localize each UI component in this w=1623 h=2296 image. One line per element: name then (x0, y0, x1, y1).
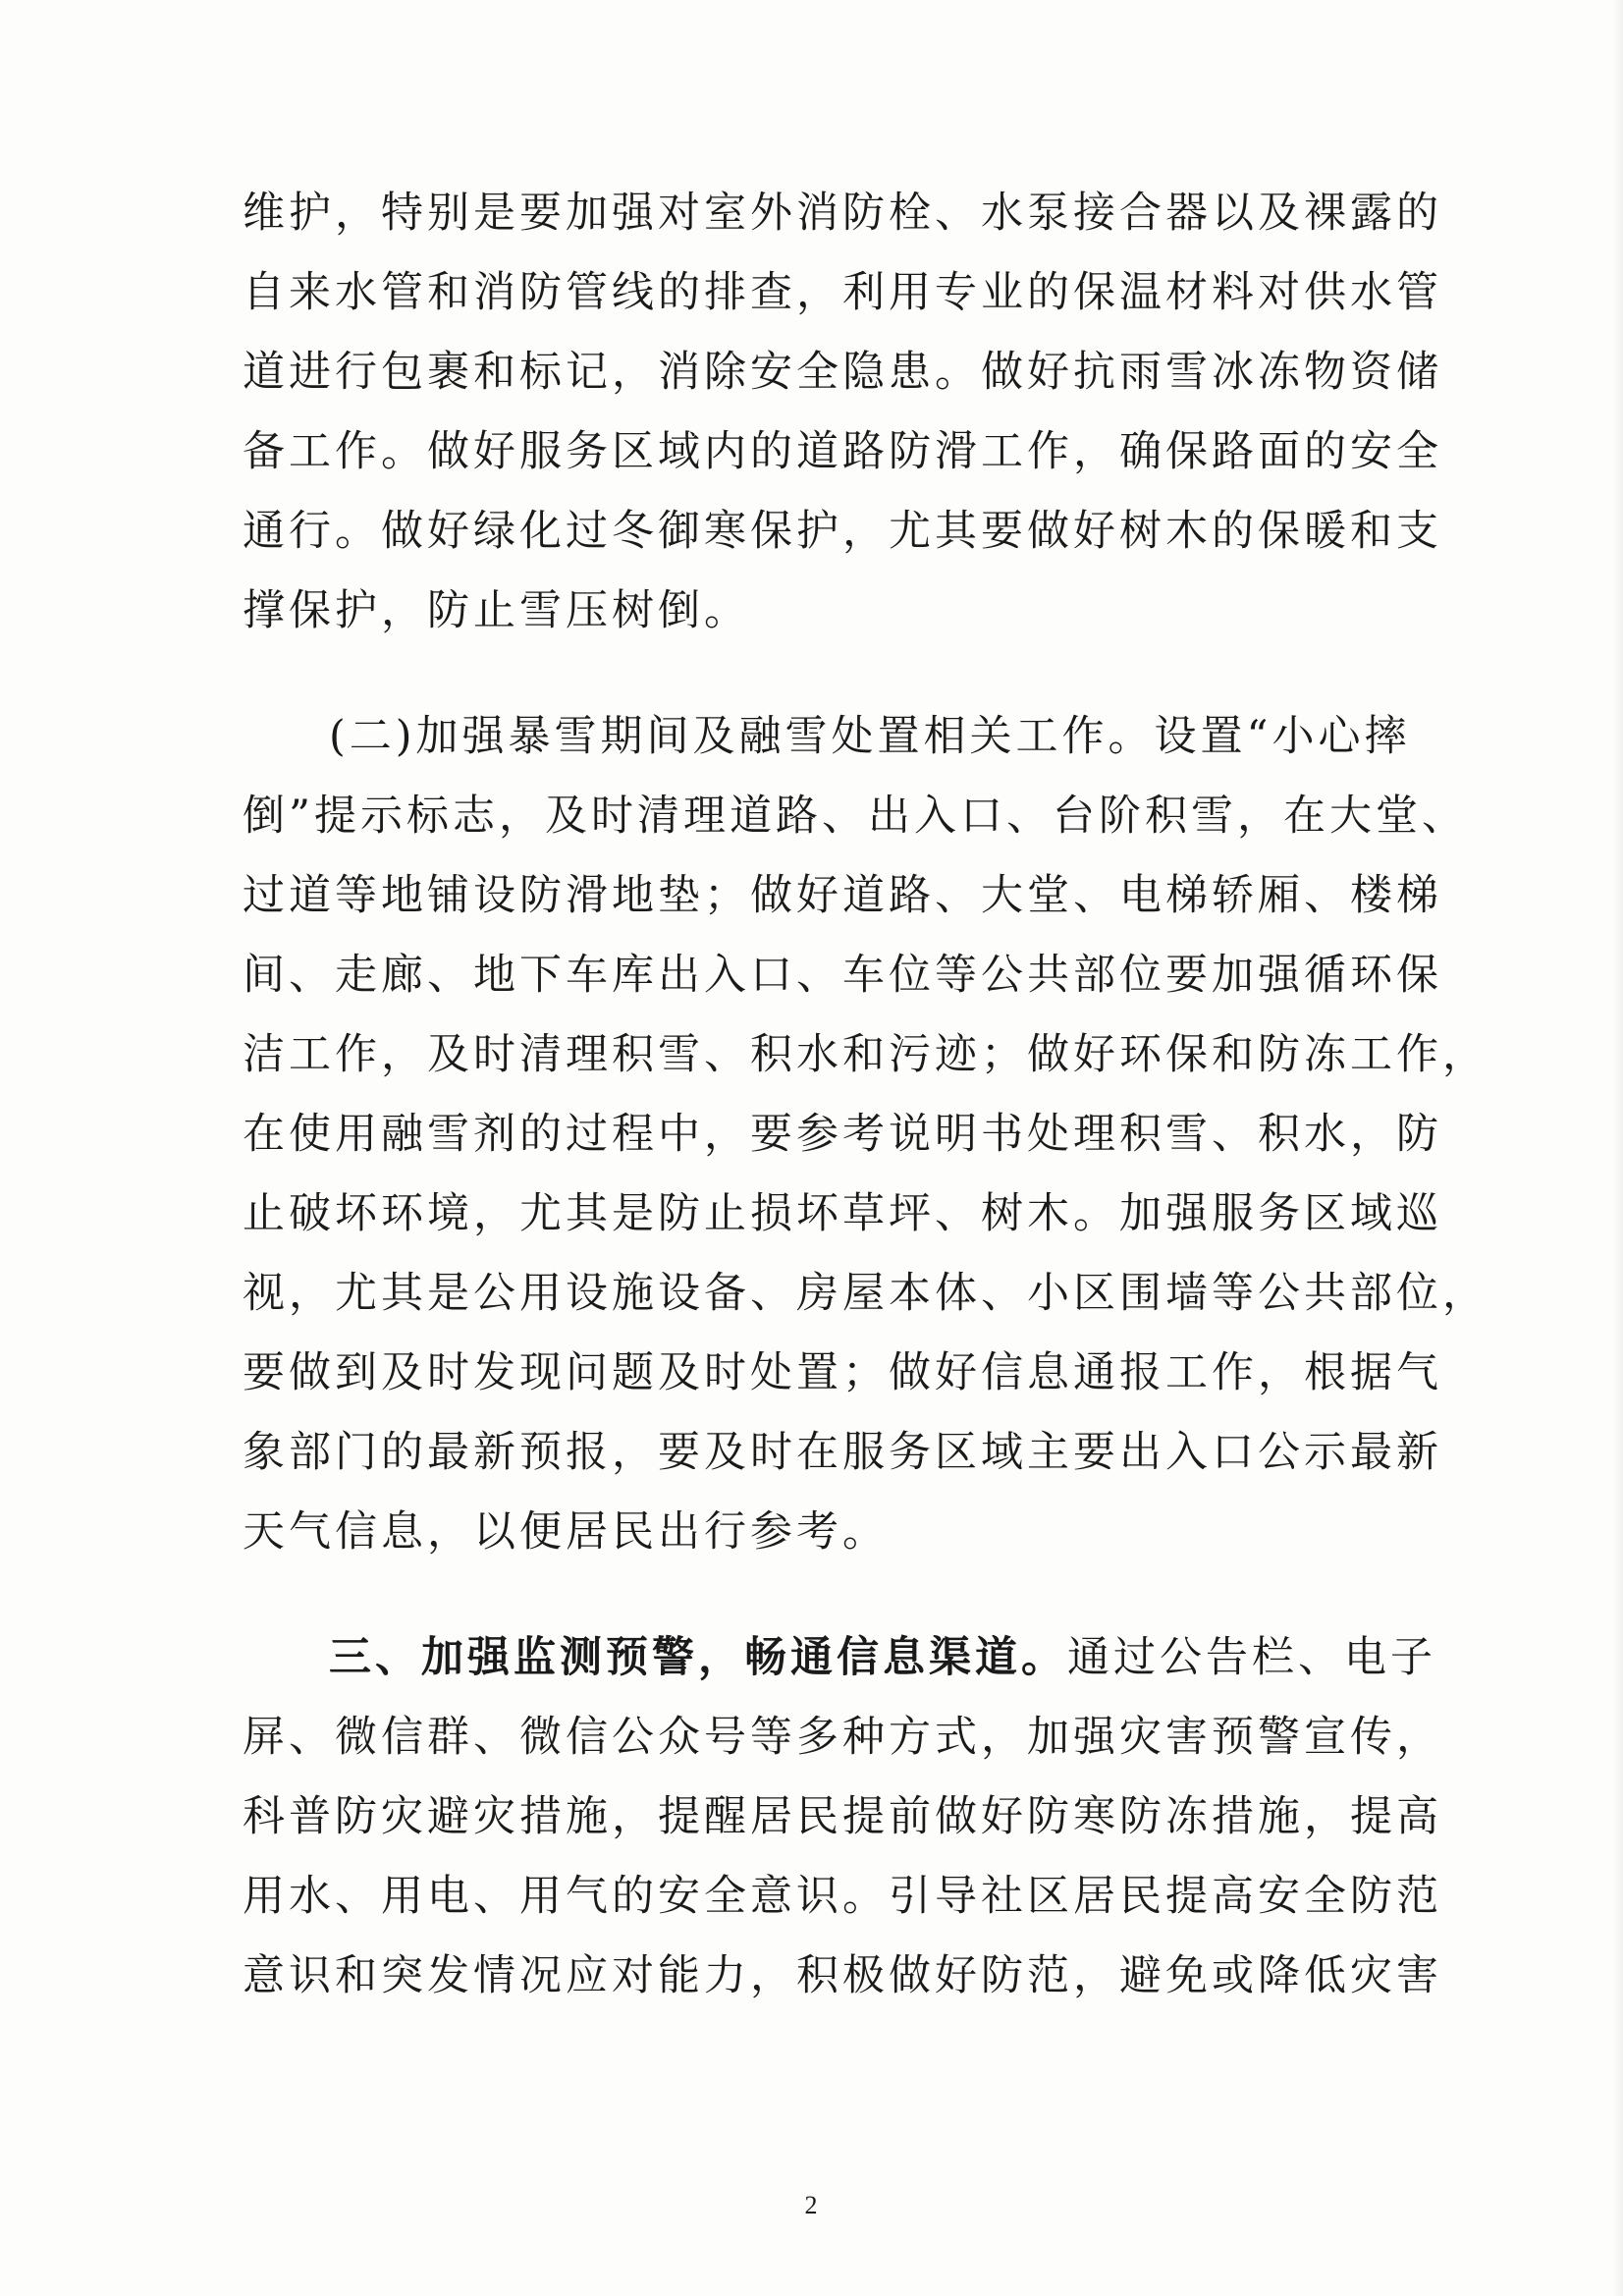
body-line: 科普防灾避灾措施，提醒居民提前做好防寒防冻措施，提高 (243, 1792, 1442, 1841)
body-line: 视，尤其是公用设施设备、房屋本体、小区围墙等公共部位， (243, 1269, 1488, 1318)
body-line: 间、走廊、地下车库出入口、车位等公共部位要加强循环保 (243, 951, 1442, 1000)
section-three-heading: 三、加强监测预警，畅通信息渠道。 (329, 1633, 1067, 1682)
body-line: 自来水管和消防管线的排查，利用专业的保温材料对供水管 (243, 268, 1442, 317)
body-line: 在使用融雪剂的过程中，要参考说明书处理积雪、积水，防 (243, 1110, 1442, 1159)
body-line: 屏、微信群、微信公众号等多种方式，加强灾害预警宣传， (243, 1713, 1442, 1762)
body-line: 维护，特别是要加强对室外消防栓、水泵接合器以及裸露的 (243, 189, 1442, 238)
body-line: 天气信息，以便居民出行参考。 (243, 1507, 889, 1557)
body-line: 意识和突发情况应对能力，积极做好防范，避免或降低灾害 (243, 1951, 1442, 2000)
page-number: 2 (804, 2191, 818, 2219)
body-line: 洁工作，及时清理积雪、积水和污迹；做好环保和防冻工作， (243, 1030, 1488, 1079)
section-three-first-line-text: 通过公告栏、电子 (1067, 1633, 1436, 1682)
body-line: 过道等地铺设防滑地垫；做好道路、大堂、电梯轿厢、楼梯 (243, 871, 1442, 920)
section-three-first-line (329, 1622, 1436, 1693)
body-line: 撑保护，防止雪压树倒。 (243, 586, 750, 635)
body-line: 备工作。做好服务区域内的道路防滑工作，确保路面的安全 (243, 427, 1442, 476)
body-line: 止破坏环境，尤其是防止损坏草坪、树木。加强服务区域巡 (243, 1189, 1442, 1238)
body-line: 要做到及时发现问题及时处置；做好信息通报工作，根据气 (243, 1348, 1442, 1397)
body-line: 倒”提示标志，及时清理道路、出入口、台阶积雪，在大堂、 (243, 792, 1468, 841)
body-line: 通行。做好绿化过冬御寒保护，尤其要做好树木的保暖和支 (243, 507, 1442, 556)
body-line: 象部门的最新预报，要及时在服务区域主要出入口公示最新 (243, 1428, 1442, 1477)
scan-edge-shadow (1613, 0, 1623, 2296)
subsection-heading-line: (二)加强暴雪期间及融雪处置相关工作。设置“小心摔 (329, 712, 1411, 761)
body-line: 道进行包裹和标记，消除安全隐患。做好抗雨雪冰冻物资储 (243, 348, 1442, 397)
body-line: 用水、用电、用气的安全意识。引导社区居民提高安全防范 (243, 1872, 1442, 1921)
